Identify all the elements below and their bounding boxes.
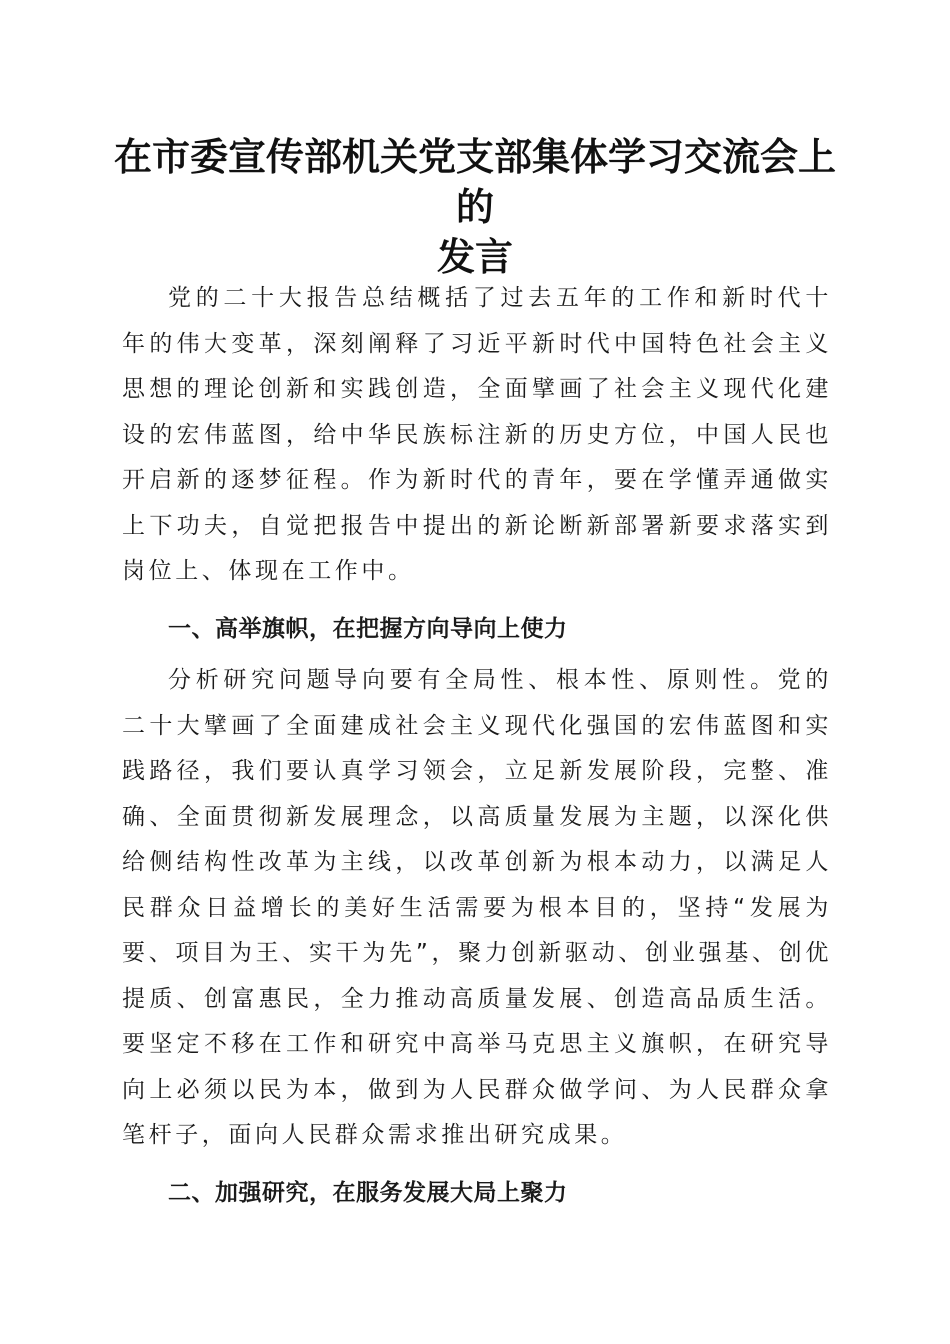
- document-title: [100, 132, 850, 282]
- intro-paragraph: 党的二十大报告总结概括了过去五年的工作和新时代十年的伟大变革，深刻阐释了习近平新时代中国特色社会主义思想的理论创新和实践创造，全面擘画了社会主义现代化建设的宏伟蓝图，给中华民族标注新的历史方位，中国人民也开启新的逐梦征程。作为新时代的青年，要在学懂弄通做实上下功夫，自觉把报告中提出的新论断新部署新要求落实到岗位上、体现在工作中。: [122, 285, 832, 584]
- document-body: [122, 276, 832, 1216]
- title-line-1: 在市委宣传部机关党支部集体学习交流会上的: [113, 134, 836, 229]
- section-1-heading: 一、高举旗帜，在把握方向导向上使力: [168, 615, 568, 642]
- section-1-paragraph: 分析研究问题导向要有全局性、根本性、原则性。党的二十大擘画了全面建成社会主义现代化强国的宏伟蓝图和实践路径，我们要认真学习领会，立足新发展阶段，完整、准确、全面贯彻新发展理念，以高质量发展为主题，以深化供给侧结构性改革为主线，以改革创新为根本动力，以满足人民群众日益增长的美好生活需要为根本目的，坚持“发展为要、项目为王、实干为先”，聚力创新驱动、创业强基、创优提质、创富惠民，全力推动高质量发展、创造高品质生活。要坚定不移在工作和研究中高举马克思主义旗帜，在研究导向上必须以民为本，做到为人民群众做学问、为人民群众拿笔杆子，面向人民群众需求推出研究成果。: [122, 667, 832, 1148]
- title-line-2: 发言: [436, 234, 513, 279]
- section-2-heading: 二、加强研究，在服务发展大局上聚力: [168, 1179, 568, 1206]
